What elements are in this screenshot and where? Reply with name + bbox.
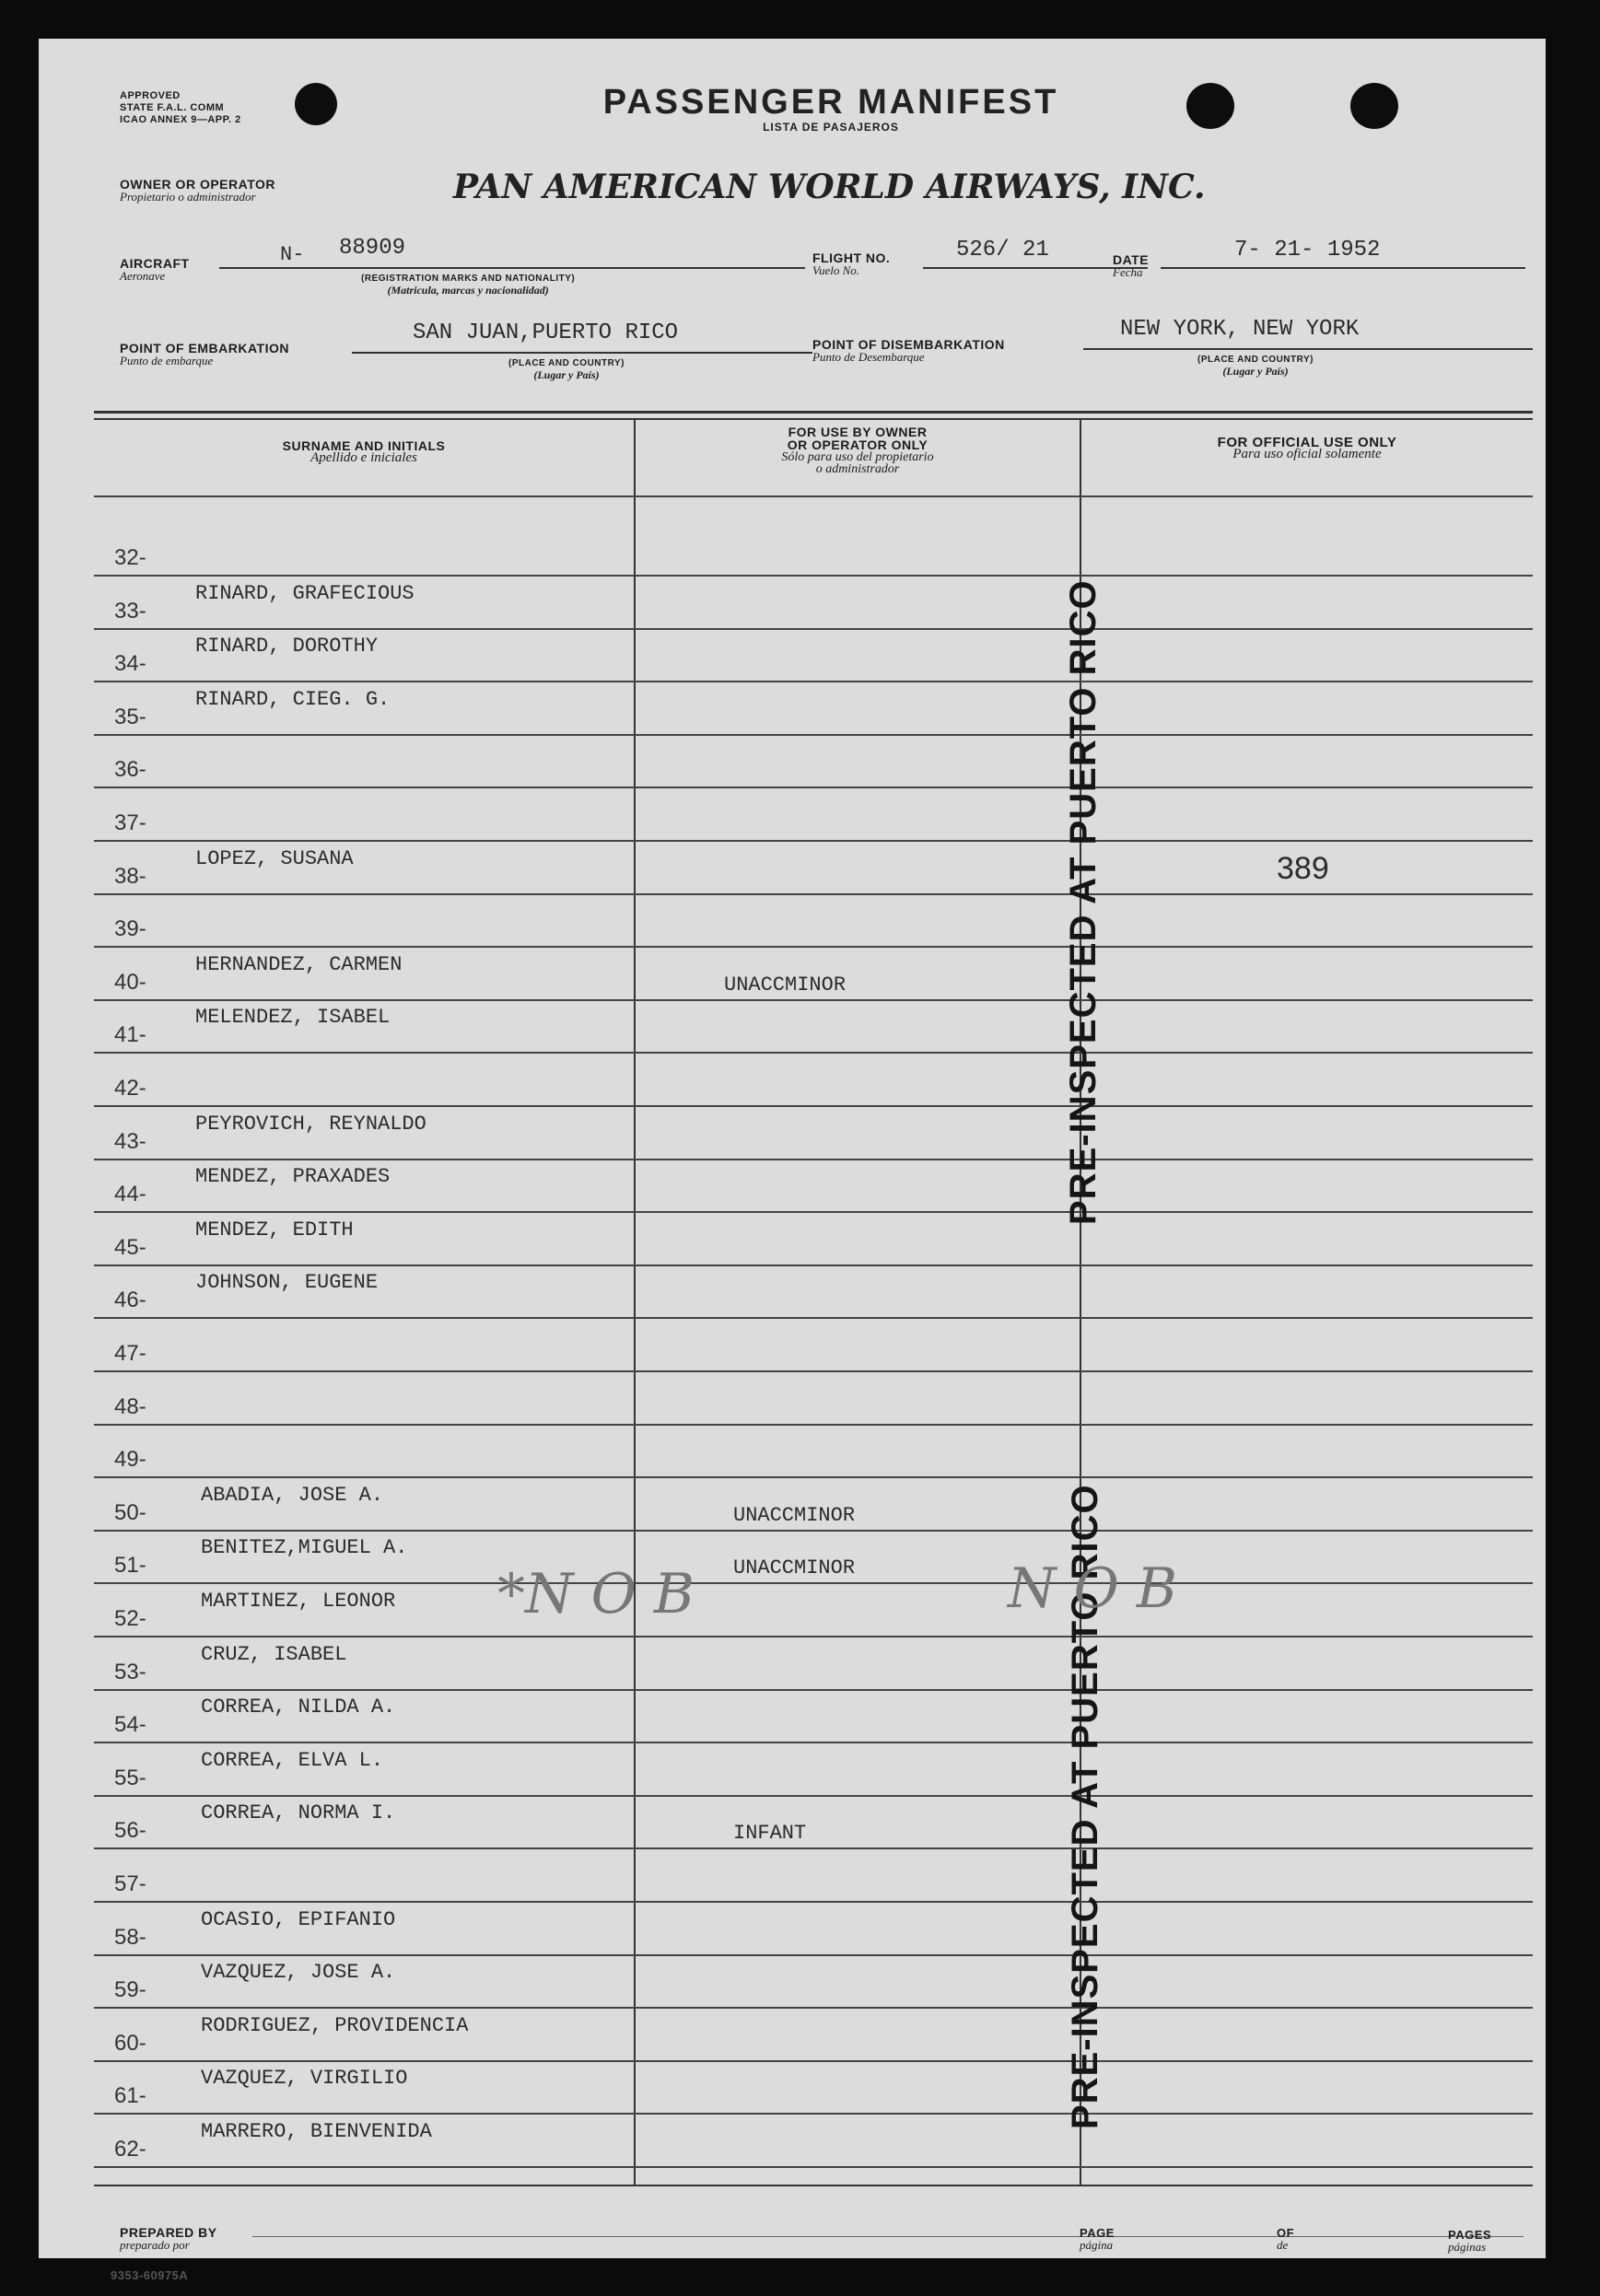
row-number: 44-: [114, 1182, 146, 1207]
owner-value: PAN AMERICAN WORLD AIRWAYS, INC.: [453, 168, 1206, 206]
owner-use-label: OR OPERATOR ONLY: [787, 437, 928, 452]
row-rule: [94, 2113, 1533, 2115]
flight-label-es: Vuelo No.: [812, 263, 860, 277]
approved-line: APPROVED: [120, 90, 181, 101]
row-rule: [94, 1370, 1533, 1372]
row-rule: [94, 681, 1533, 682]
row-number: 62-: [114, 2137, 146, 2162]
passenger-name: LOPEZ, SUSANA: [195, 846, 354, 870]
aircraft-label: AIRCRAFT: [120, 256, 190, 271]
row-rule: [94, 1742, 1533, 1743]
row-number: 34-: [114, 651, 146, 677]
row-rule: [94, 1424, 1533, 1426]
row-number: 55-: [114, 1765, 146, 1790]
embark-label: POINT OF EMBARKATION: [120, 341, 289, 355]
surname-header-es: Apellido e iniciales: [310, 450, 417, 465]
row-number: 59-: [114, 1977, 146, 2003]
official-header-label: FOR OFFICIAL USE ONLY: [1217, 435, 1397, 450]
place-label-es: (Lugar y País): [1222, 365, 1289, 378]
row-number: 57-: [114, 1871, 146, 1896]
date-label-es: Fecha: [1113, 265, 1143, 279]
row-number: 56-: [114, 1818, 146, 1844]
owner-use-es: o administrador: [815, 462, 900, 476]
row-rule: [94, 1636, 1533, 1638]
row-number: 54-: [114, 1712, 146, 1738]
passenger-name: CORREA, ELVA L.: [201, 1748, 384, 1772]
owner-label-block: [120, 179, 275, 203]
owner-label: OWNER OR OPERATOR: [120, 177, 275, 192]
row-rule: [94, 1265, 1533, 1266]
owner-remark: INFANT: [733, 1822, 807, 1846]
row-rule: [94, 893, 1533, 895]
embark-underline: [352, 352, 812, 354]
row-rule: [94, 1159, 1533, 1160]
passenger-name: ABADIA, JOSE A.: [201, 1483, 384, 1507]
prepared-label-es: preparado por: [120, 2238, 190, 2252]
of-label: OF: [1277, 2226, 1295, 2240]
row-number: 39-: [114, 916, 146, 942]
title-block: [545, 83, 1116, 134]
row-number: 38-: [114, 863, 146, 889]
form-number: 9353-60975A: [111, 2268, 189, 2282]
surname-header-label: SURNAME AND INITIALS: [282, 438, 446, 453]
row-rule: [94, 1847, 1533, 1849]
place-label-es: (Lugar y País): [533, 368, 600, 381]
official-header: [1081, 437, 1533, 460]
header-underline: [94, 495, 1533, 497]
pre-inspected-stamp: PRE-INSPECTED AT PUERTO RICO: [1065, 1484, 1105, 2129]
row-rule: [94, 1530, 1533, 1532]
passenger-name: CRUZ, ISABEL: [201, 1642, 347, 1666]
registration-label-block: [361, 273, 575, 297]
flight-label-block: [812, 252, 890, 276]
row-number: 42-: [114, 1076, 146, 1101]
row-rule: [94, 1689, 1533, 1691]
row-rule: [94, 999, 1533, 1001]
official-entry: 389: [1277, 850, 1329, 886]
official-header-es: Para uso oficial solamente: [1232, 447, 1382, 461]
passenger-name: CORREA, NORMA I.: [201, 1801, 396, 1825]
aircraft-label-block: [120, 258, 190, 282]
approved-line: ICAO ANNEX 9—APP. 2: [120, 114, 241, 125]
registration-label: (REGISTRATION MARKS AND NATIONALITY): [361, 274, 576, 284]
surname-header: [94, 440, 634, 464]
aircraft-prefix: N-: [280, 243, 305, 266]
row-number: 47-: [114, 1341, 146, 1366]
row-number: 32-: [114, 545, 146, 570]
disembark-value: NEW YORK, NEW YORK: [1120, 317, 1360, 342]
row-number: 36-: [114, 757, 146, 783]
row-rule: [94, 1476, 1533, 1478]
flight-label: FLIGHT NO.: [812, 251, 891, 265]
passenger-name: JOHNSON, EUGENE: [195, 1271, 379, 1295]
row-number: 61-: [114, 2083, 146, 2109]
row-rule: [94, 575, 1533, 577]
date-label-block: [1113, 254, 1149, 278]
passenger-name: MELENDEZ, ISABEL: [195, 1006, 391, 1030]
flight-value: 526/ 21: [956, 238, 1049, 262]
embark-label-block: [120, 343, 289, 367]
row-number: 58-: [114, 1924, 146, 1950]
date-label: DATE: [1113, 252, 1150, 267]
passenger-name: RINARD, GRAFECIOUS: [195, 581, 415, 605]
disembark-label-block: [812, 339, 1005, 363]
page-title-es: LISTA DE PASAJEROS: [763, 121, 899, 134]
table-top-rule: [94, 411, 1533, 414]
passenger-name: CORREA, NILDA A.: [201, 1696, 396, 1719]
page-label-block: [1080, 2227, 1115, 2251]
page-label-es: página: [1080, 2238, 1114, 2252]
row-rule: [94, 2166, 1533, 2168]
row-rule: [94, 840, 1533, 842]
handwritten-nob: N O B: [1008, 1556, 1177, 1621]
owner-use-label: FOR USE BY OWNER: [788, 425, 928, 439]
row-number: 41-: [114, 1022, 146, 1048]
row-number: 48-: [114, 1393, 146, 1419]
passenger-name: VAZQUEZ, JOSE A.: [201, 1961, 396, 1985]
pages-label-block: [1448, 2229, 1491, 2253]
embark-value: SAN JUAN,PUERTO RICO: [413, 321, 679, 345]
row-number: 50-: [114, 1499, 146, 1525]
disembark-place-label: [1197, 354, 1314, 378]
row-number: 52-: [114, 1606, 146, 1631]
column-divider: [634, 418, 636, 2185]
date-underline: [1161, 267, 1525, 269]
row-rule: [94, 1901, 1533, 1903]
row-rule: [94, 1211, 1533, 1213]
disembark-label-es: Punto de Desembarque: [812, 350, 925, 364]
passenger-name: HERNANDEZ, CARMEN: [195, 952, 403, 976]
disembark-label: POINT OF DISEMBARKATION: [812, 337, 1005, 352]
owner-remark: UNACCMINOR: [733, 1503, 856, 1527]
row-number: 46-: [114, 1288, 146, 1313]
row-number: 45-: [114, 1234, 146, 1260]
row-rule: [94, 1582, 1533, 1584]
passenger-name: MARRERO, BIENVENIDA: [201, 2120, 432, 2143]
row-number: 33-: [114, 598, 146, 624]
of-label-block: [1277, 2227, 1294, 2251]
page-label: PAGE: [1080, 2226, 1115, 2240]
owner-label-es: Propietario o administrador: [120, 190, 256, 204]
punch-hole: [1350, 83, 1398, 129]
aircraft-value: 88909: [339, 236, 406, 261]
row-rule: [94, 628, 1533, 630]
row-rule: [94, 2007, 1533, 2009]
owner-use-es: Sólo para uso del propietario: [781, 450, 934, 464]
owner-use-header: [636, 425, 1080, 475]
date-value: 7- 21- 1952: [1234, 238, 1381, 262]
registration-label-es: (Matricula, marcas y nacionalidad): [387, 284, 549, 297]
of-label-es: de: [1277, 2238, 1289, 2252]
row-number: 49-: [114, 1447, 146, 1473]
passenger-name: RINARD, DOROTHY: [195, 635, 379, 658]
pages-label-es: páginas: [1448, 2240, 1487, 2254]
passenger-name: BENITEZ,MIGUEL A.: [201, 1536, 408, 1560]
prepared-label-block: [120, 2227, 217, 2251]
passenger-name: VAZQUEZ, VIRGILIO: [201, 2067, 408, 2091]
row-rule: [94, 1795, 1533, 1797]
disembark-underline: [1083, 348, 1533, 350]
row-rule: [94, 2060, 1533, 2062]
row-rule: [94, 1052, 1533, 1054]
owner-remark: UNACCMINOR: [724, 973, 847, 996]
aircraft-label-es: Aeronave: [120, 269, 166, 283]
prepared-underline: [252, 2236, 1524, 2237]
row-number: 35-: [114, 704, 146, 729]
table-bottom-rule: [94, 2185, 1533, 2186]
pages-label: PAGES: [1448, 2228, 1492, 2242]
passenger-name: MENDEZ, EDITH: [195, 1218, 354, 1241]
handwritten-nob: *N O B: [497, 1562, 695, 1626]
pre-inspected-stamp: PRE-INSPECTED AT PUERTO RICO: [1063, 579, 1104, 1225]
row-number: 40-: [114, 969, 146, 995]
punch-hole: [295, 83, 337, 125]
passenger-name: OCASIO, EPIFANIO: [201, 1907, 396, 1931]
punch-hole: [1186, 83, 1234, 129]
row-rule: [94, 1105, 1533, 1107]
passenger-name: RODRIGUEZ, PROVIDENCIA: [201, 2013, 469, 2037]
row-rule: [94, 734, 1533, 736]
owner-remark: UNACCMINOR: [733, 1556, 856, 1580]
row-number: 43-: [114, 1128, 146, 1154]
row-rule: [94, 946, 1533, 948]
passenger-name: MARTINEZ, LEONOR: [201, 1590, 396, 1613]
embark-place-label: [508, 357, 625, 381]
manifest-sheet: [39, 39, 1546, 2282]
row-number: 37-: [114, 810, 146, 835]
approved-line: STATE F.A.L. COMM: [120, 102, 225, 113]
passenger-name: PEYROVICH, REYNALDO: [195, 1112, 426, 1136]
passenger-name: MENDEZ, PRAXADES: [195, 1165, 391, 1189]
passenger-name: RINARD, CIEG. G.: [195, 687, 391, 711]
embark-label-es: Punto de embarque: [120, 354, 214, 367]
row-number: 60-: [114, 2030, 146, 2056]
table-top-rule: [94, 418, 1533, 420]
prepared-label: PREPARED BY: [120, 2225, 217, 2240]
row-number: 51-: [114, 1553, 146, 1579]
place-label: (PLACE AND COUNTRY): [1197, 355, 1314, 365]
place-label: (PLACE AND COUNTRY): [508, 358, 625, 368]
page-title: PASSENGER MANIFEST: [602, 83, 1059, 122]
row-rule: [94, 1317, 1533, 1319]
row-number: 53-: [114, 1659, 146, 1684]
row-rule: [94, 1954, 1533, 1956]
row-rule: [94, 787, 1533, 788]
approved-block: [120, 90, 241, 126]
aircraft-underline: [219, 267, 805, 269]
